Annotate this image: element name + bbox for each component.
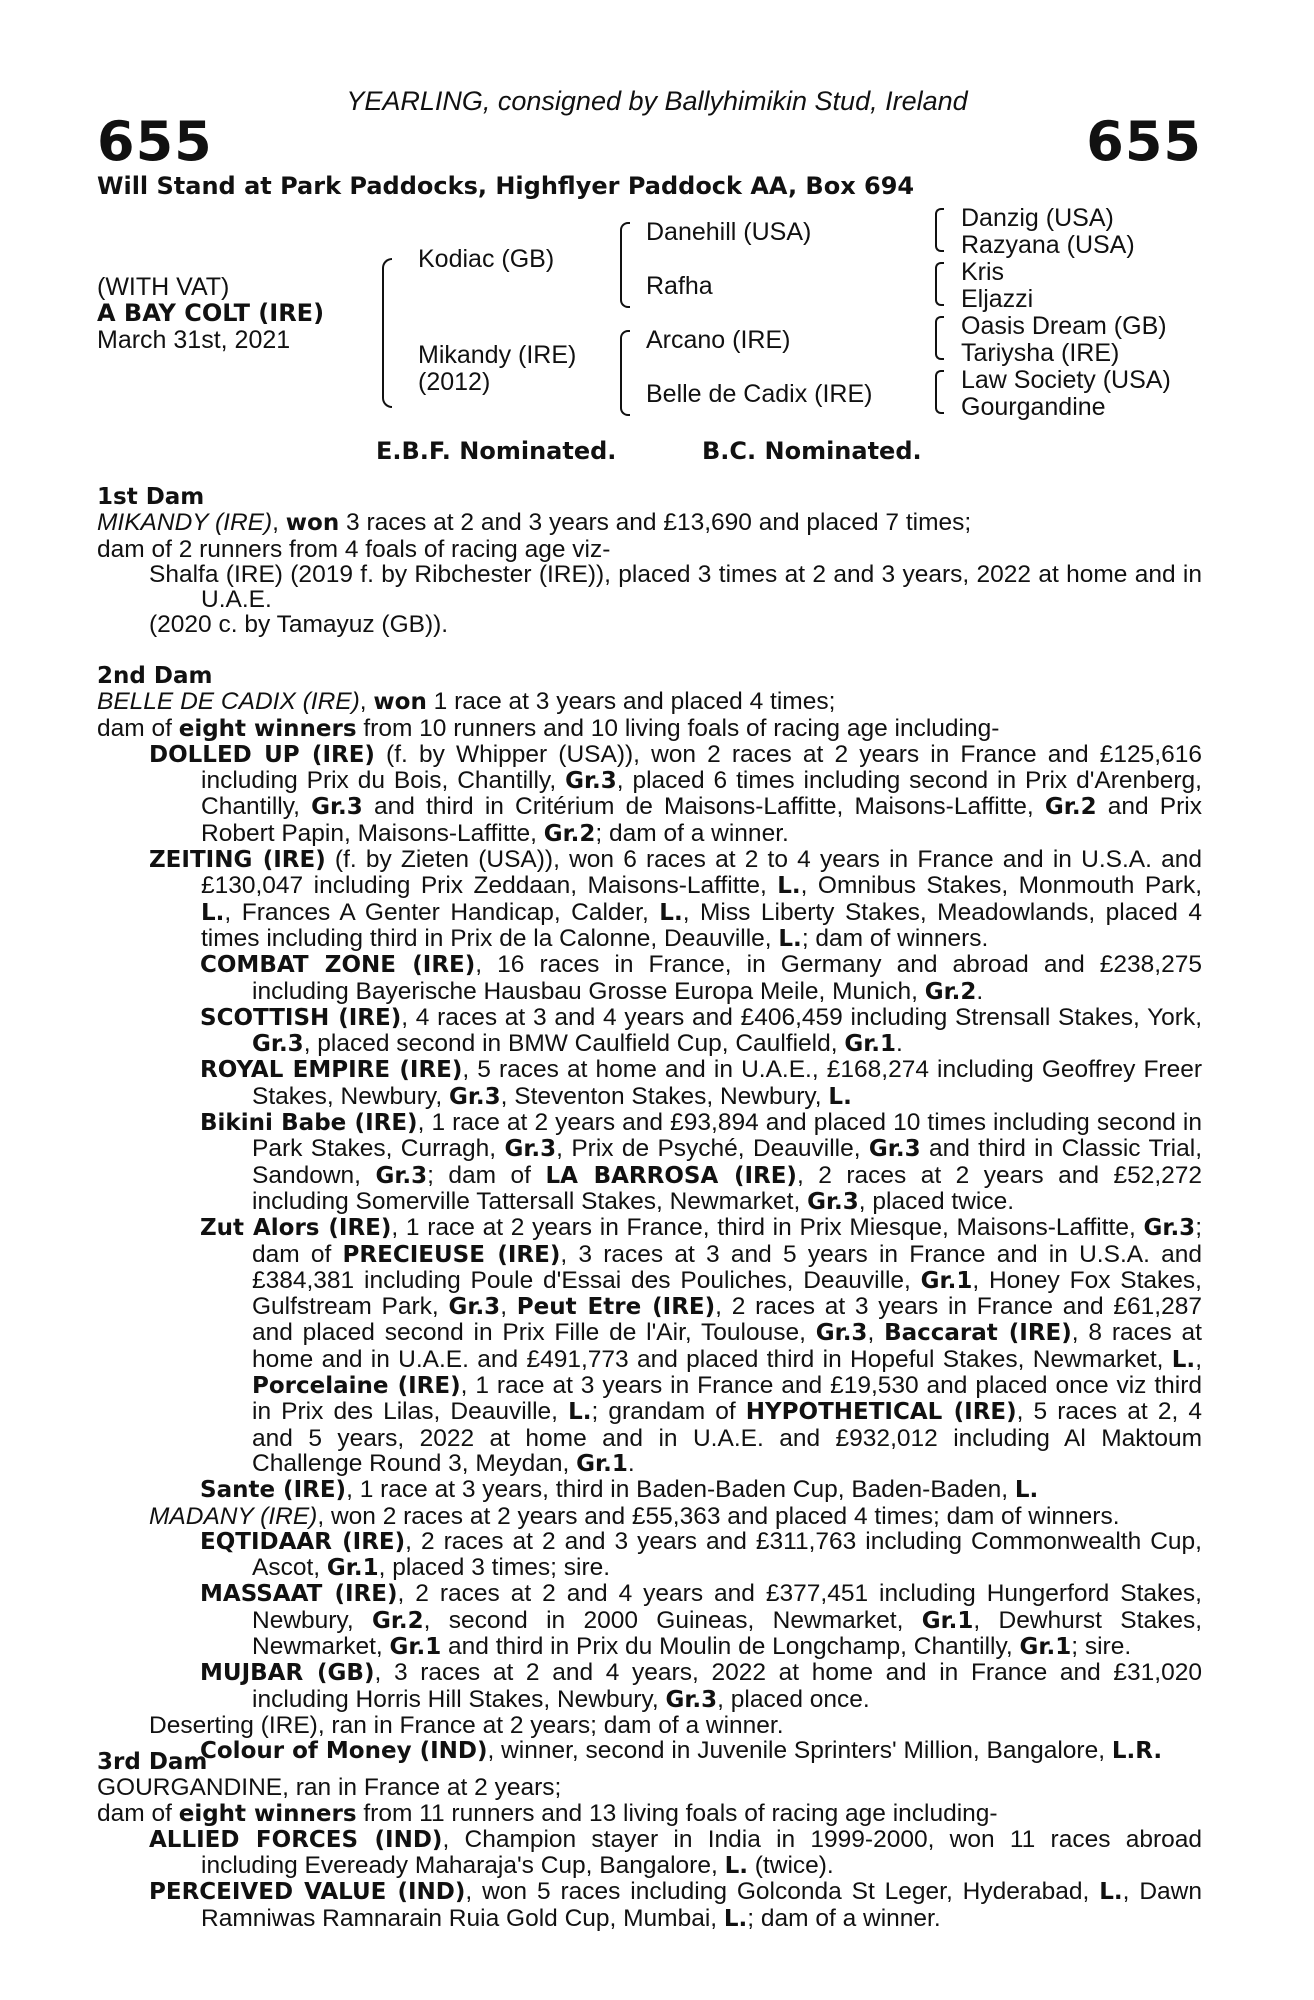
entry-zut-alors: Zut Alors (IRE), 1 race at 2 years in France, third in Prix Miesque, Maisons-Laffitte, Gr.3; dam of PRECIEUSE (IRE), 3 races at 3 and 5 years in France and in U.S.A. and £384,381 including Poule d'Essai des Pouliches, Deauville, Gr.1, Honey Fox Stakes, Gulfstream Park, Gr.3, Peut Etre (IRE), 2 races at 3 years in France and £61,287 and placed second in Prix Fille de l'Air, Toulouse, Gr.3, Baccarat (IRE), 8 races at home and in U.A.E. and £491,773 and placed third in Hopeful Stakes, Newmarket, L., Porcelaine (IRE), 1 race at 3 years in France and £19,530 and placed once viz third in Prix des Lilas, Deauville, L.; grandam of HYPOTHETICAL (IRE), 5 races at 2, 4 and 5 years, 2022 at home and in U.A.E. and £932,012 including Al Maktoum Challenge Round 3, Meydan, Gr.1. [200, 1214, 1203, 1477]
gg-5: Oasis Dream (GB) [961, 312, 1167, 340]
entry-allied-forces: ALLIED FORCES (IND), Champion stayer in India in 1999-2000, won 11 races abroad including Eveready Maharaja's Cup, Bangalore, L. (twice). [149, 1825, 1202, 1880]
pedigree-brace-dam [620, 330, 630, 416]
pedigree-brace-gg3 [935, 316, 944, 360]
dam-dam: Belle de Cadix (IRE) [646, 380, 873, 408]
gg-6: Tariysha (IRE) [961, 339, 1120, 367]
entry-zeiting: ZEITING (IRE) (f. by Zieten (USA)), won 6 races at 2 to 4 years in France and in U.S.A. and £130,047 including Prix Zeddaan, Maisons-Laffitte, L., Omnibus Stakes, Monmouth Park, L., Frances A Genter Handicap, Calder, L., Miss Liberty Stakes, Meadowlands, placed 4 times including third in Prix de la Calonne, Deauville, L.; dam of winners. [149, 846, 1203, 952]
entry-sante: Sante (IRE), 1 race at 3 years, third in Baden-Baden Cup, Baden-Baden, L. [200, 1476, 1039, 1504]
second-dam-heading: 2nd Dam [97, 663, 213, 689]
first-dam-produce: dam of 2 runners from 4 foals of racing age viz- [97, 535, 611, 563]
first-dam-section: 1st Dam MIKANDY (IRE), won 3 races at 2 and 3 years and £13,690 and placed 7 times; dam of 2 runners from 4 foals of racing age viz- Shalfa (IRE) (2019 f. by Ribchester (IRE)), placed 3 times at 2 and 3 years, 2022 at home and in U.A.E. (2020 c. by Tamayuz (GB)). [97, 484, 1202, 639]
pedigree-brace-gg2 [935, 262, 944, 306]
bc-nomination: B.C. Nominated. [702, 437, 922, 465]
gg-3: Kris [961, 258, 1005, 286]
entry-scottish: SCOTTISH (IRE), 4 races at 3 and 4 years and £406,459 including Strensall Stakes, York, Gr.3, placed second in BMW Caulfield Cup, Caulfield, Gr.1. [200, 1003, 1203, 1058]
entry-madany: MADANY (IRE), won 2 races at 2 years and £55,363 and placed 4 times; dam of winners. [149, 1502, 1120, 1530]
gg-4: Eljazzi [961, 285, 1034, 313]
pedigree-brace-gg4 [935, 370, 944, 414]
foal-shalfa: Shalfa (IRE) (2019 f. by Ribchester (IRE)), placed 3 times at 2 and 3 years, 2022 at home and in U.A.E. [149, 560, 1202, 614]
second-dam-section: 2nd Dam BELLE DE CADIX (IRE), won 1 race at 3 years and placed 4 times; dam of eight winners from 10 runners and 10 living foals of racing age including- DOLLED UP (IRE) (f. by Whipper (USA)), won 2 races at 2 years in France and £125,616 including Prix du Bois, Chantilly, Gr.3, placed 6 times including second in Prix d'Arenberg, Chantilly, Gr.3 and third in Critérium de Maisons-Laffitte, Maisons-Laffitte, Gr.2 and Prix Robert Papin, Maisons-Laffitte, Gr.2; dam of a winner. ZEITING (IRE) (f. by Zieten (USA)), won 6 races at 2 to 4 years in France and in U.S.A. and £130,047 including Prix Zeddaan, Maisons-Laffitte, L., Omnibus Stakes, Monmouth Park, L., Frances A Genter Handicap, Calder, L., Miss Liberty Stakes, Meadowlands, placed 4 times including third in Prix de la Calonne, Deauville, L.; dam of winners. COMBAT ZONE (IRE), 16 races in France, in Germany and abroad and £238,275 including Bayerische Hausbau Grosse Europa Meile, Munich, Gr.2. SCOTTISH (IRE), 4 races at 3 and 4 years and £406,459 including Strensall Stakes, York, Gr.3, placed second in BMW Caulfield Cup, Caulfield, Gr.1. ROYAL EMPIRE (IRE), 5 races at home and in U.A.E., £168,274 including Geoffrey Freer Stakes, Newbury, Gr.3, Steventon Stakes, Newbury, L. Bikini Babe (IRE), 1 race at 2 years and £93,894 and placed 10 times including second in Park Stakes, Curragh, Gr.3, Prix de Psyché, Deauville, Gr.3 and third in Classic Trial, Sandown, Gr.3; dam of LA BARROSA (IRE), 2 races at 2 years and £52,272 including Somerville Tattersall Stakes, Newmarket, Gr.3, placed twice. Zut Alors (IRE), 1 race at 2 years in France, third in Prix Miesque, Maisons-Laffitte, Gr.3; dam of PRECIEUSE (IRE), 3 races at 3 and 5 years in France and in U.S.A. and £384,381 including Poule d'Essai des Pouliches, Deauville, Gr.1, Honey Fox Stakes, Gulfstream Park, Gr.3, Peut Etre (IRE), 2 races at 3 years in France and £61,287 and placed second in Prix Fille de l'Air, Toulouse, Gr.3, Baccarat (IRE), 8 races at home and in U.A.E. and £491,773 and placed third in Hopeful Stakes, Newmarket, L., Porcelaine (IRE), 1 race at 3 years in France and £19,530 and placed once viz third in Prix des Lilas, Deauville, L.; grandam of HYPOTHETICAL (IRE), 5 races at 2, 4 and 5 years, 2022 at home and in U.A.E. and £932,012 including Al Maktoum Challenge Round 3, Meydan, Gr.1. Sante (IRE), 1 race at 3 years, third in Baden-Baden Cup, Baden-Baden, L. MADANY (IRE), won 2 races at 2 years and £55,363 and placed 4 times; dam of winners. EQTIDAAR (IRE), 2 races at 2 and 3 years and £311,763 including Commonwealth Cup, Ascot, Gr.1, placed 3 times; sire. MASSAAT (IRE), 2 races at 2 and 4 years and £377,451 including Hungerford Stakes, Newbury, Gr.2, second in 2000 Guineas, Newmarket, Gr.1, Dewhurst Stakes, Newmarket, Gr.1 and third in Prix du Moulin de Longchamp, Chantilly, Gr.1; sire. MUJBAR (GB), 3 races at 2 and 4 years, 2022 at home and in France and £31,020 including Horris Hill Stakes, Newbury, Gr.3, placed once. Deserting (IRE), ran in France at 2 years; dam of a winner. Colour of Money (IND), winner, second in Juvenile Sprinters' Million, Bangalore, L.R. [97, 663, 1203, 1765]
horse-name: A BAY COLT (IRE) [97, 299, 325, 327]
pedigree-brace-main [382, 258, 392, 408]
foal-2020: (2020 c. by Tamayuz (GB)). [149, 611, 449, 639]
pedigree-brace-gg1 [935, 208, 944, 252]
third-dam-name: GOURGANDINE, ran in France at 2 years; [97, 1774, 562, 1802]
entry-colour-of-money: Colour of Money (IND), winner, second in Juvenile Sprinters' Million, Bangalore, L.R. [200, 1737, 1163, 1765]
foaling-date: March 31st, 2021 [97, 326, 291, 354]
entry-massaat: MASSAAT (IRE), 2 races at 2 and 4 years and £377,451 including Hungerford Stakes, Newbury, Gr.2, second in 2000 Guineas, Newmarket, Gr.1, Dewhurst Stakes, Newmarket, Gr.1 and third in Prix du Moulin de Longchamp, Chantilly, Gr.1; sire. [200, 1580, 1203, 1660]
third-dam-heading: 3rd Dam [97, 1749, 208, 1775]
lot-number-right: 655 [1086, 110, 1202, 173]
entry-combat-zone: COMBAT ZONE (IRE), 16 races in France, in Germany and abroad and £238,275 including Bayerische Hausbau Grosse Europa Meile, Munich, Gr.2. [200, 951, 1202, 1005]
gg-7: Law Society (USA) [961, 366, 1171, 394]
entry-dolled-up: DOLLED UP (IRE) (f. by Whipper (USA)), won 2 races at 2 years in France and £125,616 including Prix du Bois, Chantilly, Gr.3, placed 6 times including second in Prix d'Arenberg, Chantilly, Gr.3 and third in Critérium de Maisons-Laffitte, Maisons-Laffitte, Gr.2 and Prix Robert Papin, Maisons-Laffitte, Gr.2; dam of a winner. [149, 740, 1202, 847]
consignor-line: YEARLING, consigned by Ballyhimikin Stud, Ireland [346, 86, 968, 116]
first-dam-name: MIKANDY (IRE) [97, 509, 273, 537]
ebf-nomination: E.B.F. Nominated. [376, 437, 617, 465]
gg-2: Razyana (USA) [961, 231, 1135, 259]
entry-eqtidaar: EQTIDAAR (IRE), 2 races at 2 and 3 years and £311,763 including Commonwealth Cup, Ascot, Gr.1, placed 3 times; sire. [200, 1527, 1202, 1582]
sire-sire: Danehill (USA) [646, 218, 812, 246]
entry-bikini-babe: Bikini Babe (IRE), 1 race at 2 years and £93,894 and placed 10 times including second in Park Stakes, Curragh, Gr.3, Prix de Psyché, Deauville, Gr.3 and third in Classic Trial, Sandown, Gr.3; dam of LA BARROSA (IRE), 2 races at 2 years and £52,272 including Somerville Tattersall Stakes, Newmarket, Gr.3, placed twice. [200, 1109, 1203, 1215]
entry-deserting: Deserting (IRE), ran in France at 2 years; dam of a winner. [149, 1711, 784, 1739]
first-dam-heading: 1st Dam [97, 484, 205, 510]
second-dam-name: BELLE DE CADIX (IRE) [97, 688, 360, 716]
stand-location: Will Stand at Park Paddocks, Highflyer Paddock AA, Box 694 [97, 172, 915, 200]
dam-year: (2012) [418, 368, 491, 396]
sire-dam: Rafha [646, 272, 713, 300]
lot-number-left: 655 [97, 110, 213, 173]
sire: Kodiac (GB) [418, 245, 555, 273]
entry-royal-empire: ROYAL EMPIRE (IRE), 5 races at home and in U.A.E., £168,274 including Geoffrey Freer Stakes, Newbury, Gr.3, Steventon Stakes, Newbury, L. [200, 1056, 1202, 1110]
gg-1: Danzig (USA) [961, 204, 1114, 232]
dam-sire: Arcano (IRE) [646, 326, 791, 354]
vat-note: (WITH VAT) [97, 273, 230, 301]
gg-8: Gourgandine [961, 393, 1106, 421]
third-dam-section: 3rd Dam GOURGANDINE, ran in France at 2 years; dam of eight winners from 11 runners and 13 living foals of racing age including- ALLIED FORCES (IND), Champion stayer in India in 1999-2000, won 11 races abroad including Eveready Maharaja's Cup, Bangalore, L. (twice). PERCEIVED VALUE (IND), won 5 races including Golconda St Leger, Hyderabad, L., Dawn Ramniwas Ramnarain Ruia Gold Cup, Mumbai, L.; dam of a winner. [97, 1749, 1202, 1932]
dam: Mikandy (IRE) [418, 341, 577, 369]
entry-perceived-value: PERCEIVED VALUE (IND), won 5 races including Golconda St Leger, Hyderabad, L., Dawn Ramniwas Ramnarain Ruia Gold Cup, Mumbai, L.; dam of a winner. [149, 1878, 1202, 1932]
entry-mujbar: MUJBAR (GB), 3 races at 2 and 4 years, 2022 at home and in France and £31,020 including Horris Hill Stakes, Newbury, Gr.3, placed once. [200, 1659, 1202, 1713]
pedigree-brace-sire [620, 222, 630, 308]
